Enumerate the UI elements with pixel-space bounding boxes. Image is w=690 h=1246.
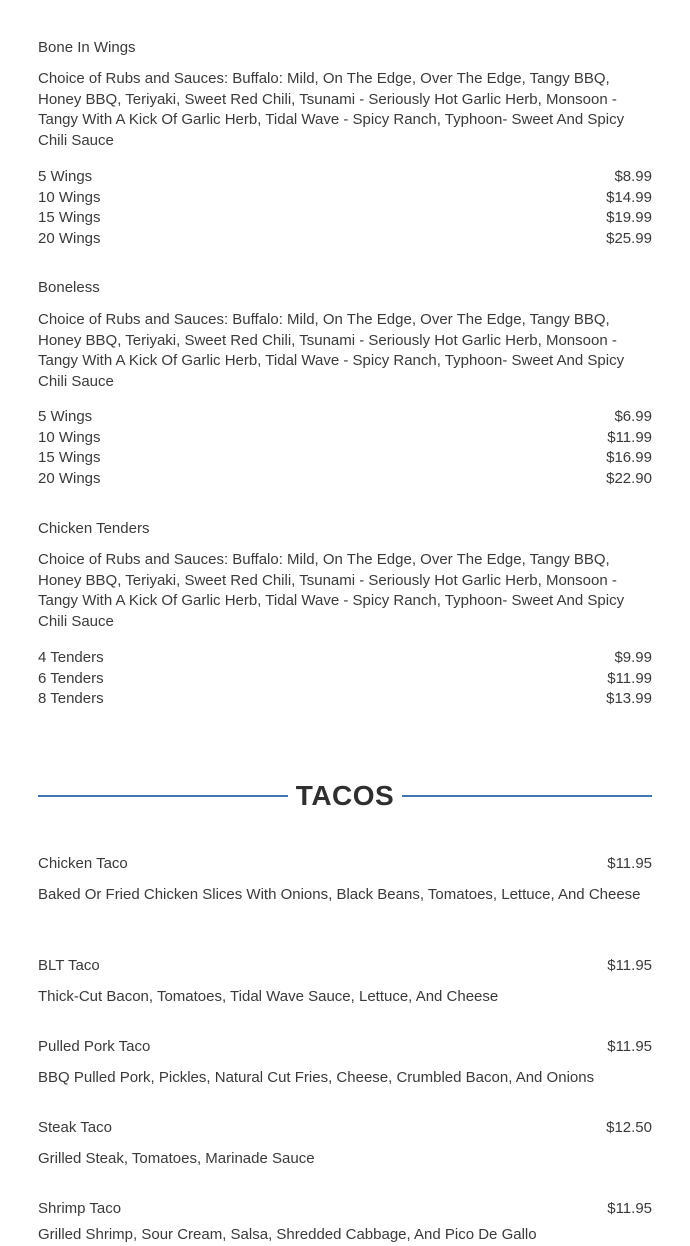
menu-item-title: Bone In Wings [38, 39, 136, 56]
menu-item-title: Chicken Tenders [38, 520, 150, 537]
menu-item-description: Baked Or Fried Chicken Slices With Onions, Black Beans, Tomatoes, Lettuce, And Cheese [38, 886, 641, 903]
option-label: 10 Wings [38, 188, 101, 206]
option-label: 10 Wings [38, 428, 101, 446]
option-label: 15 Wings [38, 449, 101, 466]
option-label: 8 Tenders [38, 690, 104, 707]
option-price: $19.99 [606, 209, 652, 226]
menu-item-header [38, 956, 652, 976]
price-option-row [38, 469, 652, 490]
menu-item-header [38, 1037, 652, 1057]
option-label: 4 Tenders [38, 649, 104, 666]
option-label: 5 Wings [38, 168, 93, 185]
option-price: $13.99 [606, 690, 652, 707]
price-option-row [38, 188, 652, 209]
menu-item-title: Boneless [38, 279, 100, 296]
option-price: $16.99 [606, 449, 652, 466]
menu-item-title: Chicken Taco [38, 855, 128, 872]
price-options-list [38, 407, 652, 489]
price-options-list [38, 648, 652, 710]
option-price: $25.99 [606, 229, 652, 247]
option-label: 20 Wings [38, 469, 101, 487]
section-heading-tacos [38, 776, 652, 816]
price-option-row [38, 648, 652, 669]
menu-item-description: Choice of Rubs and Sauces: Buffalo: Mild, On The Edge, Over The Edge, Tangy BBQ, Honey BBQ, Teriyaki, Sweet Red Chili, Tsunami - Seriously Hot Garlic Herb, Monsoon - Tangy With A Kick Of Garlic Herb, Tidal Wave - Spicy Ranch, Typhoon- Sweet And Spicy Chili Sauce [38, 311, 625, 390]
menu-item-price: $11.95 [607, 855, 652, 872]
option-label: 15 Wings [38, 209, 101, 226]
price-option-row [38, 167, 652, 188]
menu-item-header [38, 1199, 652, 1219]
menu-item-price: $11.95 [607, 1038, 652, 1055]
menu-item-title: BLT Taco [38, 957, 100, 974]
price-options-list [38, 167, 652, 249]
heading-divider-right [402, 795, 652, 797]
menu-item-title: Steak Taco [38, 1119, 112, 1136]
menu-item-description: Grilled Shrimp, Sour Cream, Salsa, Shredded Cabbage, And Pico De Gallo [38, 1226, 537, 1243]
option-price: $22.90 [606, 469, 652, 487]
menu-item-price: $11.95 [607, 957, 652, 974]
option-price: $11.99 [607, 669, 652, 687]
price-option-row [38, 689, 652, 710]
option-price: $8.99 [614, 168, 652, 185]
price-option-row [38, 208, 652, 229]
price-option-row [38, 229, 652, 250]
option-label: 20 Wings [38, 229, 101, 247]
menu-item-title: Pulled Pork Taco [38, 1038, 151, 1055]
heading-divider-left [38, 795, 288, 797]
menu-item-description: Grilled Steak, Tomatoes, Marinade Sauce [38, 1150, 315, 1167]
price-option-row [38, 669, 652, 690]
menu-item-description: Choice of Rubs and Sauces: Buffalo: Mild, On The Edge, Over The Edge, Tangy BBQ, Honey BBQ, Teriyaki, Sweet Red Chili, Tsunami - Seriously Hot Garlic Herb, Monsoon - Tangy With A Kick Of Garlic Herb, Tidal Wave - Spicy Ranch, Typhoon- Sweet And Spicy Chili Sauce [38, 551, 625, 630]
menu-item-description: Choice of Rubs and Sauces: Buffalo: Mild, On The Edge, Over The Edge, Tangy BBQ, Honey BBQ, Teriyaki, Sweet Red Chili, Tsunami - Seriously Hot Garlic Herb, Monsoon - Tangy With A Kick Of Garlic Herb, Tidal Wave - Spicy Ranch, Typhoon- Sweet And Spicy Chili Sauce [38, 70, 625, 149]
menu-item-header [38, 1118, 652, 1138]
price-option-row [38, 407, 652, 428]
option-price: $6.99 [614, 408, 652, 425]
option-price: $14.99 [606, 188, 652, 206]
menu-item-description: Thick-Cut Bacon, Tomatoes, Tidal Wave Sauce, Lettuce, And Cheese [38, 988, 499, 1005]
section-title: TACOS [295, 780, 395, 811]
option-label: 6 Tenders [38, 669, 104, 687]
option-price: $9.99 [614, 649, 652, 666]
menu-item-price: $12.50 [606, 1119, 652, 1136]
menu-item-header [38, 854, 652, 874]
menu-item-title: Shrimp Taco [38, 1200, 122, 1217]
price-option-row [38, 428, 652, 449]
option-label: 5 Wings [38, 408, 93, 425]
option-price: $11.99 [607, 428, 652, 446]
menu-item-description: BBQ Pulled Pork, Pickles, Natural Cut Fries, Cheese, Crumbled Bacon, And Onions [38, 1069, 595, 1086]
price-option-row [38, 448, 652, 469]
menu-item-price: $11.95 [607, 1200, 652, 1217]
